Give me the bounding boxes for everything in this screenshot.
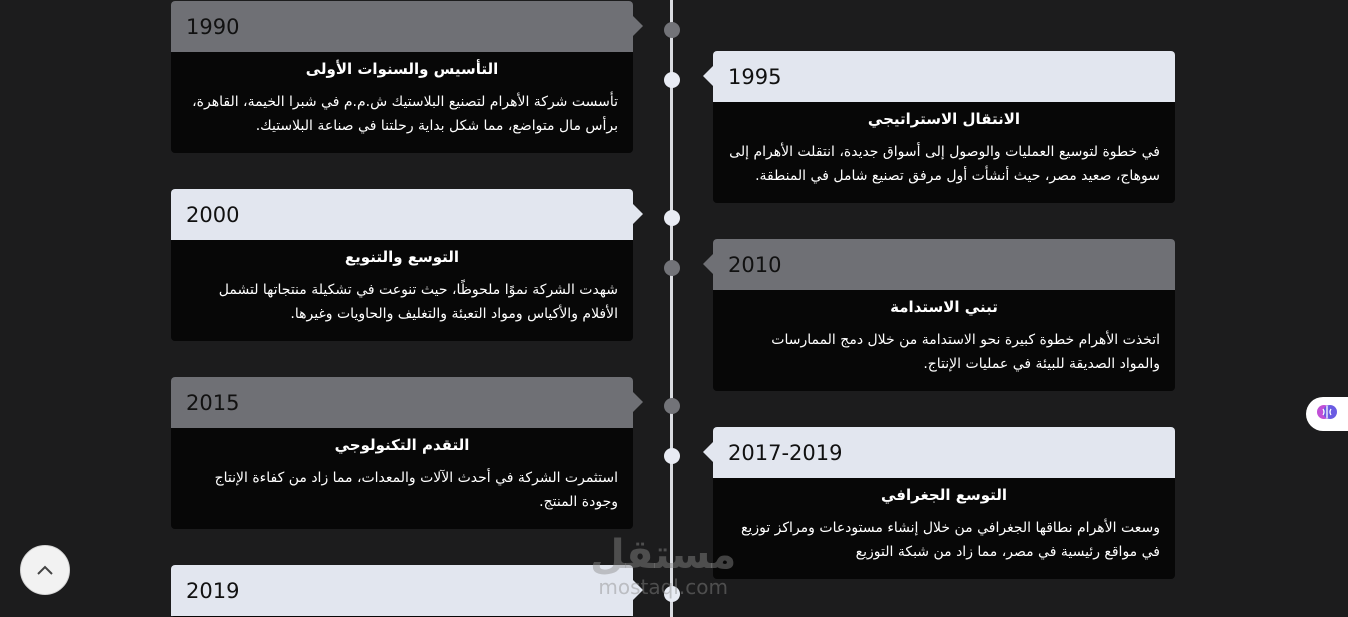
timeline-card bbox=[713, 51, 1175, 203]
card-title: الانتقال الاستراتيجي bbox=[867, 110, 1021, 128]
scroll-to-top-button[interactable] bbox=[20, 545, 70, 595]
card-text: وسعت الأهرام نطاقها الجغرافي من خلال إنشاء مستودعات ومراكز توزيع في مواقع رئيسية في مصر، مما زاد من شبكة التوزيع bbox=[740, 520, 1160, 560]
card-text: تأسست شركة الأهرام لتصنيع البلاستيك ش.م.م في شبرا الخيمة، القاهرة، برأس مال متواضع، مما شكل بداية رحلتنا في صناعة البلاستيك. bbox=[192, 94, 618, 134]
card-title: التوسع الجغرافي bbox=[880, 486, 1008, 504]
watermark-latin: mostaql.com bbox=[598, 575, 728, 599]
timeline-dot bbox=[664, 398, 680, 414]
timeline-dot bbox=[664, 260, 680, 276]
card-year: 2017-2019 bbox=[713, 427, 1175, 478]
card-text: في خطوة لتوسيع العمليات والوصول إلى أسواق جديدة، انتقلت الأهرام إلى سوهاج، صعيد مصر، حيث أنشأت أول مرفق تصنيع شامل في المنطقة. bbox=[729, 144, 1160, 184]
card-title: التوسع والتنويع bbox=[344, 248, 460, 266]
card-year: 2015 bbox=[171, 377, 633, 428]
watermark-arabic: مستقل bbox=[590, 532, 737, 578]
card-year: 2010 bbox=[713, 239, 1175, 290]
timeline-card bbox=[171, 189, 633, 341]
card-text: اتخذت الأهرام خطوة كبيرة نحو الاستدامة من خلال دمج الممارسات والمواد الصديقة للبيئة في عمليات الإنتاج. bbox=[771, 332, 1160, 372]
timeline-card bbox=[171, 1, 633, 153]
card-title: التقدم التكنولوجي bbox=[334, 436, 470, 454]
timeline-dot bbox=[664, 448, 680, 464]
chevron-up-icon bbox=[36, 561, 54, 580]
timeline-card bbox=[171, 565, 633, 617]
card-text: شهدت الشركة نموًا ملحوظًا، حيث تنوعت في تشكيلة منتجاتها لتشمل الأفلام والأكياس ومواد التعبئة والتغليف والحاويات وغيرها. bbox=[218, 282, 618, 322]
timeline-card bbox=[171, 377, 633, 529]
card-title: تبني الاستدامة bbox=[890, 298, 998, 316]
timeline-dot bbox=[664, 210, 680, 226]
card-year: 2019 bbox=[171, 565, 633, 616]
card-year: 2000 bbox=[171, 189, 633, 240]
timeline-card bbox=[713, 239, 1175, 391]
brain-icon bbox=[1316, 401, 1338, 427]
timeline-dot bbox=[664, 72, 680, 88]
card-title: التأسيس والسنوات الأولى bbox=[305, 60, 499, 78]
timeline-dot bbox=[664, 22, 680, 38]
card-year: 1990 bbox=[171, 1, 633, 52]
timeline-line bbox=[670, 0, 673, 617]
timeline-card bbox=[713, 427, 1175, 579]
watermark bbox=[590, 532, 737, 599]
card-text: استثمرت الشركة في أحدث الآلات والمعدات، مما زاد من كفاءة الإنتاج وجودة المنتج. bbox=[214, 470, 618, 510]
card-year: 1995 bbox=[713, 51, 1175, 102]
side-widget-button[interactable] bbox=[1306, 397, 1348, 431]
